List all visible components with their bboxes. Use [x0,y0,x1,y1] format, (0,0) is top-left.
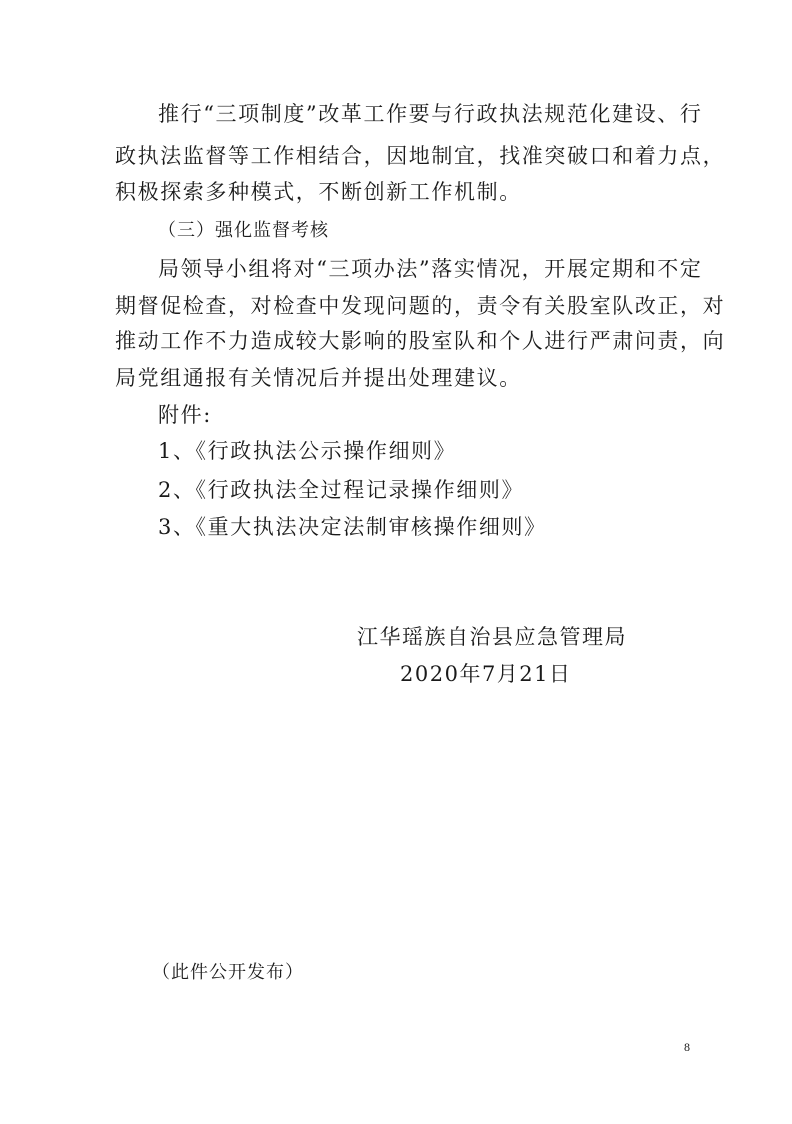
attachment-item-1: 1、《行政执法公示操作细则》 [158,439,457,463]
page-number: 8 [684,1040,690,1054]
attachment-item-2: 2、《行政执法全过程记录操作细则》 [158,478,525,502]
paragraph-2-line-3: 推动工作不力造成较大影响的股室队和个人进行严肃问责，向 [115,329,726,353]
public-release-note: （此件公开发布） [152,962,304,983]
paragraph-2-line-2: 期督促检查，对检查中发现问题的，责令有关股室队改正，对 [115,294,726,318]
signature-organization: 江华瑶族自治县应急管理局 [357,625,627,649]
paragraph-1-line-2: 政执法监督等工作相结合，因地制宜，找准突破口和着力点， [115,144,726,168]
paragraph-2-line-1: 局领导小组将对“三项办法”落实情况，开展定期和不定 [158,257,703,281]
paragraph-1-line-1: 推行“三项制度”改革工作要与行政执法规范化建设、行 [158,102,703,126]
paragraph-1-line-3: 积极探索多种模式，不断创新工作机制。 [115,180,522,204]
attachments-label: 附件: [158,403,212,427]
section-heading: （三）强化监督考核 [158,220,329,241]
signature-date: 2020年7月21日 [400,662,572,686]
attachment-item-3: 3、《重大执法决定法制审核操作细则》 [158,515,547,539]
paragraph-2-line-4: 局党组通报有关情况后并提出处理建议。 [115,366,522,390]
